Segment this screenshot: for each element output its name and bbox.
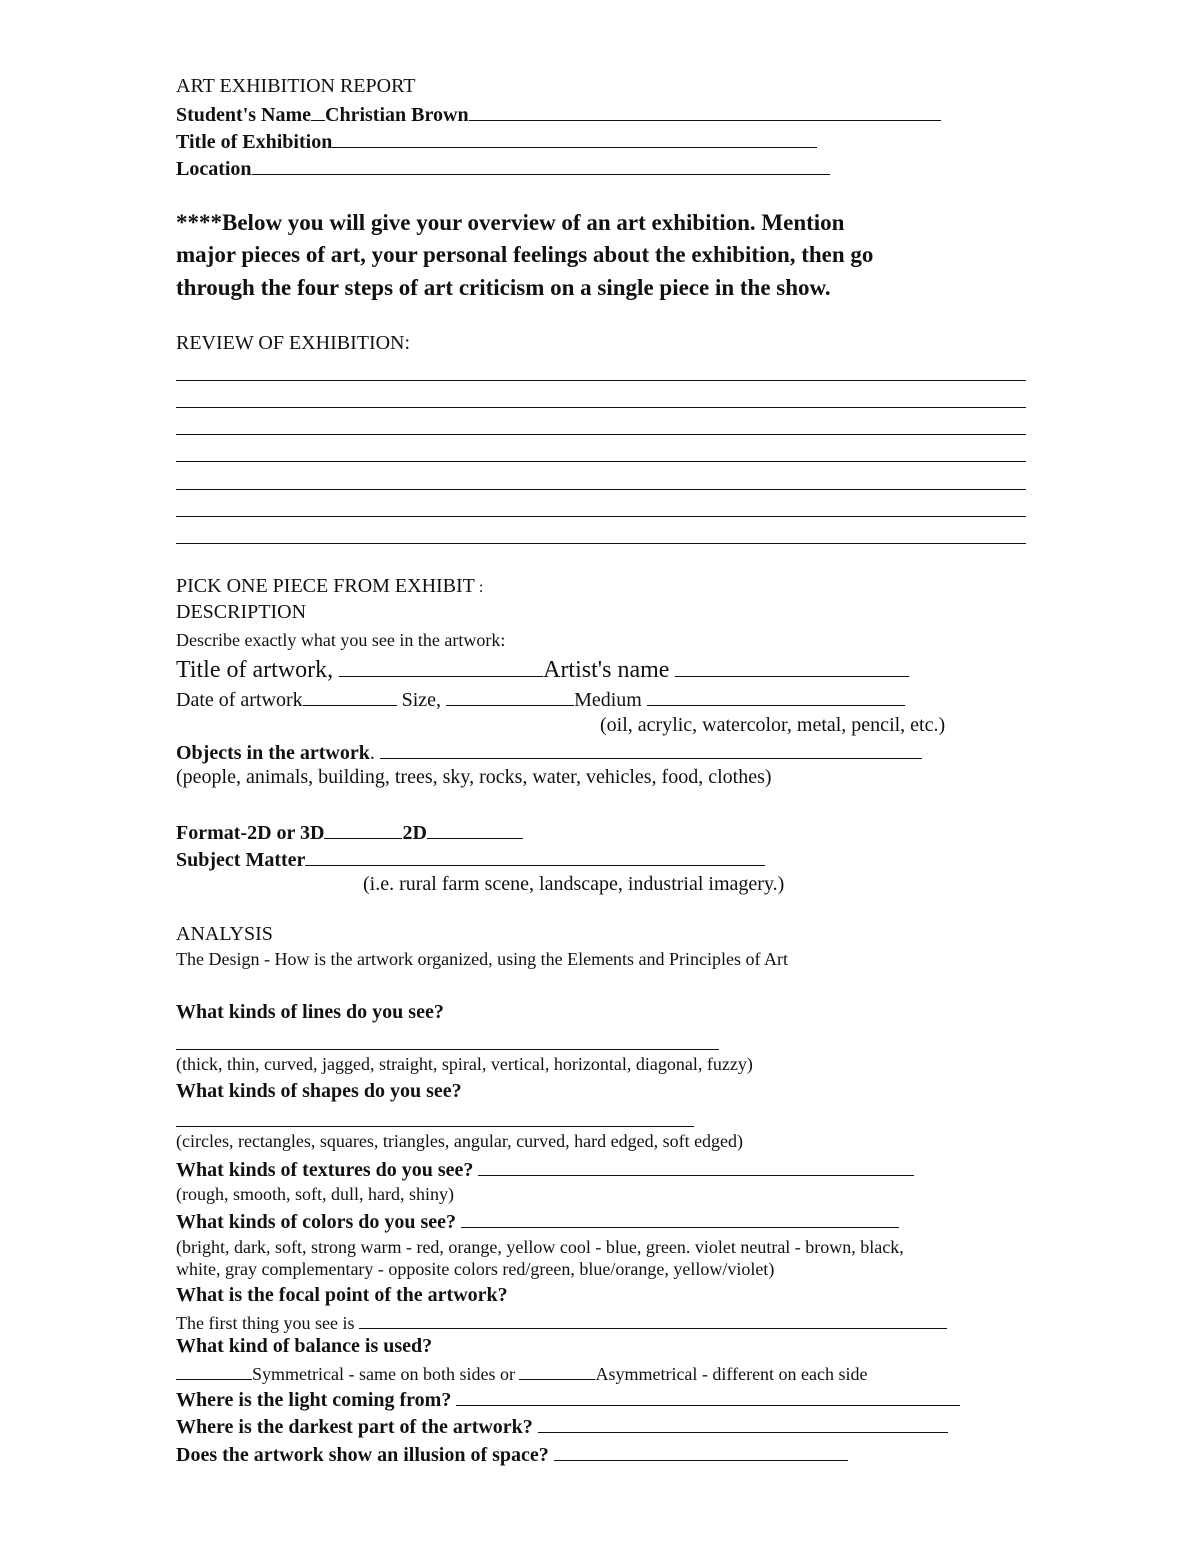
artwork-title-label: Title of artwork, bbox=[176, 657, 340, 683]
textures-field[interactable] bbox=[478, 1158, 914, 1176]
student-name-label: Student's Name bbox=[176, 104, 312, 126]
objects-label: Objects in the artwork bbox=[176, 742, 370, 764]
asymmetrical-label: Asymmetrical - different on each side bbox=[595, 1364, 868, 1384]
review-line[interactable] bbox=[176, 461, 1026, 462]
light-field[interactable] bbox=[456, 1388, 960, 1406]
medium-field[interactable] bbox=[647, 688, 905, 706]
size-label: Size, bbox=[396, 689, 447, 711]
balance-row bbox=[176, 1362, 868, 1383]
subject-label: Subject Matter bbox=[176, 849, 306, 871]
symmetrical-field[interactable] bbox=[176, 1362, 252, 1380]
instruction-line-3: through the four steps of art criticism on a single piece in the show. bbox=[176, 275, 831, 300]
document-title: ART EXHIBITION REPORT bbox=[176, 75, 416, 97]
location-row bbox=[176, 157, 830, 179]
focal-prompt: The first thing you see is bbox=[176, 1313, 359, 1333]
exhibition-title-field[interactable] bbox=[332, 130, 817, 148]
format-row bbox=[176, 821, 523, 843]
colors-field[interactable] bbox=[461, 1210, 899, 1228]
subject-hint: (i.e. rural farm scene, landscape, industrial imagery.) bbox=[363, 873, 785, 895]
darkest-row bbox=[176, 1415, 948, 1437]
analysis-subheading: The Design - How is the artwork organized, using the Elements and Principles of Art bbox=[176, 949, 789, 969]
review-line[interactable] bbox=[176, 434, 1026, 435]
textures-question: What kinds of textures do you see? bbox=[176, 1159, 479, 1181]
artist-name-field[interactable] bbox=[675, 659, 909, 677]
instruction-line-1: ****Below you will give your overview of an art exhibition. Mention bbox=[176, 210, 845, 235]
focal-question: What is the focal point of the artwork? bbox=[176, 1284, 508, 1306]
student-name-value[interactable]: Christian Brown bbox=[325, 104, 469, 126]
textures-hint: (rough, smooth, soft, dull, hard, shiny) bbox=[176, 1184, 454, 1204]
title-artist-row bbox=[176, 658, 909, 682]
balance-question: What kind of balance is used? bbox=[176, 1335, 433, 1357]
colors-hint-1: (bright, dark, soft, strong warm - red, orange, yellow cool - blue, green. violet neutral - brown, black, bbox=[176, 1237, 904, 1257]
pick-one-colon: : bbox=[474, 579, 484, 596]
subject-row bbox=[176, 848, 765, 870]
subject-field[interactable] bbox=[305, 848, 765, 866]
format-2d-label: 2D bbox=[402, 822, 427, 844]
location-label: Location bbox=[176, 158, 252, 180]
review-line[interactable] bbox=[176, 543, 1026, 544]
student-name-row bbox=[176, 103, 941, 125]
location-field[interactable] bbox=[252, 157, 830, 175]
space-row bbox=[176, 1443, 848, 1465]
darkest-field[interactable] bbox=[538, 1415, 948, 1433]
artist-name-label: Artist's name bbox=[543, 657, 676, 683]
light-row bbox=[176, 1388, 960, 1410]
lines-question: What kinds of lines do you see? bbox=[176, 1001, 444, 1023]
objects-field[interactable] bbox=[380, 741, 922, 759]
space-field[interactable] bbox=[554, 1443, 848, 1461]
shapes-field[interactable] bbox=[176, 1126, 694, 1127]
lines-field[interactable] bbox=[176, 1049, 719, 1050]
date-label: Date of artwork bbox=[176, 689, 303, 711]
exhibition-title-row bbox=[176, 130, 817, 152]
review-line[interactable] bbox=[176, 380, 1026, 381]
review-line[interactable] bbox=[176, 489, 1026, 490]
analysis-heading: ANALYSIS bbox=[176, 923, 273, 945]
shapes-hint: (circles, rectangles, squares, triangles, angular, curved, hard edged, soft edged) bbox=[176, 1131, 744, 1151]
colors-question: What kinds of colors do you see? bbox=[176, 1211, 462, 1233]
medium-label: Medium bbox=[574, 689, 647, 711]
instruction-line-2: major pieces of art, your personal feelings about the exhibition, then go bbox=[176, 242, 874, 267]
symmetrical-label: Symmetrical - same on both sides or bbox=[252, 1364, 520, 1384]
description-prompt: Describe exactly what you see in the artwork: bbox=[176, 630, 506, 650]
format-3d-field[interactable] bbox=[324, 821, 402, 839]
review-line[interactable] bbox=[176, 407, 1026, 408]
colors-row bbox=[176, 1210, 899, 1232]
focal-field[interactable] bbox=[359, 1311, 947, 1329]
review-line[interactable] bbox=[176, 516, 1026, 517]
focal-row bbox=[176, 1311, 947, 1332]
objects-row bbox=[176, 741, 922, 763]
artwork-title-field[interactable] bbox=[339, 659, 543, 677]
size-field[interactable] bbox=[446, 688, 574, 706]
colors-hint-2: white, gray complementary - opposite colors red/green, blue/orange, yellow/violet) bbox=[176, 1259, 775, 1279]
exhibition-title-label: Title of Exhibition bbox=[176, 131, 333, 153]
space-question: Does the artwork show an illusion of space? bbox=[176, 1444, 554, 1466]
objects-dot: . bbox=[369, 742, 380, 764]
light-question: Where is the light coming from? bbox=[176, 1389, 457, 1411]
lines-hint: (thick, thin, curved, jagged, straight, spiral, vertical, horizontal, diagonal, fuzzy) bbox=[176, 1054, 753, 1074]
pick-one-text: PICK ONE PIECE FROM EXHIBIT bbox=[176, 575, 475, 597]
date-size-medium-row bbox=[176, 688, 905, 710]
date-field[interactable] bbox=[303, 688, 397, 706]
format-2d-field[interactable] bbox=[427, 821, 523, 839]
darkest-question: Where is the darkest part of the artwork? bbox=[176, 1416, 538, 1438]
student-name-field[interactable] bbox=[469, 103, 941, 121]
objects-hint: (people, animals, building, trees, sky, rocks, water, vehicles, food, clothes) bbox=[176, 766, 772, 788]
student-name-underline-lead bbox=[311, 103, 325, 121]
textures-row bbox=[176, 1158, 914, 1180]
format-label: Format-2D or 3D bbox=[176, 822, 325, 844]
description-heading: DESCRIPTION bbox=[176, 601, 307, 623]
asymmetrical-field[interactable] bbox=[519, 1362, 595, 1380]
shapes-question: What kinds of shapes do you see? bbox=[176, 1080, 462, 1102]
medium-hint: (oil, acrylic, watercolor, metal, pencil, etc.) bbox=[600, 714, 946, 736]
pick-one-heading bbox=[176, 576, 483, 596]
review-heading: REVIEW OF EXHIBITION: bbox=[176, 332, 411, 354]
